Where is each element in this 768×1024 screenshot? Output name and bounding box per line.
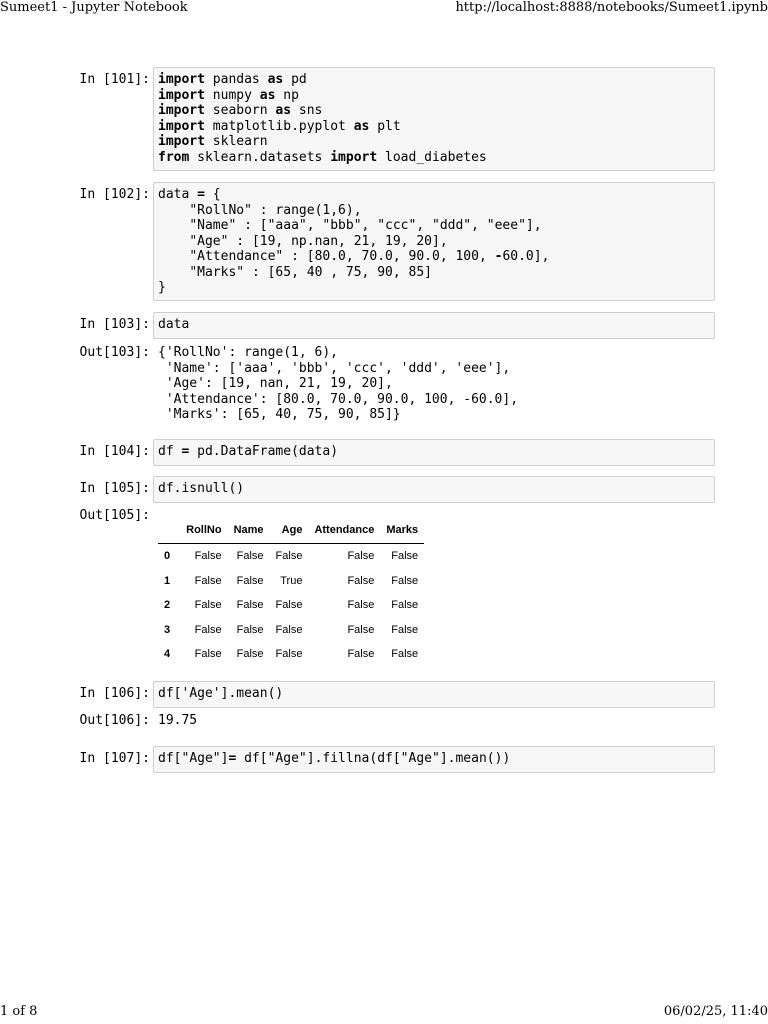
row-index: 2 (164, 599, 171, 612)
table-cell: False (194, 623, 222, 636)
code-line: import matplotlib.pyplot as plt (158, 118, 401, 134)
table-row (158, 569, 424, 594)
column-header: RollNo (180, 517, 227, 544)
print-datetime: 06/02/25, 11:40 (663, 1004, 768, 1019)
output-line: 'Attendance': [80.0, 70.0, 90.0, 100, -60.0], (158, 391, 519, 407)
input-prompt: In [107]: (79, 751, 150, 766)
output-prompt: Out[103]: (79, 345, 150, 360)
table-row (158, 642, 424, 667)
table-cell: False (391, 574, 419, 587)
code-block[interactable] (158, 72, 710, 165)
code-line: import numpy as np (158, 87, 299, 103)
code-block[interactable] (158, 686, 710, 702)
table-cell: False (236, 574, 264, 587)
code-input-area[interactable] (153, 476, 715, 503)
table-cell: False (391, 599, 419, 612)
input-prompt: In [104]: (79, 444, 150, 459)
column-header: Attendance (308, 517, 380, 544)
output-text (158, 345, 518, 423)
code-input-area[interactable] (153, 182, 715, 301)
output-line: 'Age': [19, nan, 21, 19, 20], (158, 376, 393, 391)
code-block[interactable] (158, 317, 710, 333)
code-line: "Age" : [19, np.nan, 21, 19, 20], (189, 233, 448, 249)
table-cell: False (194, 648, 222, 661)
table-cell: False (347, 648, 375, 661)
code-line: df["Age"]= df["Age"].fillna(df["Age"].mean()) (158, 751, 511, 766)
code-line: "Attendance" : [80.0, 70.0, 90.0, 100, -60.0], (189, 249, 550, 264)
table-cell: False (275, 648, 303, 661)
code-input-area[interactable] (153, 312, 715, 339)
table-cell: False (194, 599, 222, 612)
output-line: 'Marks': [65, 40, 75, 90, 85]} (158, 407, 401, 422)
index-header (158, 517, 180, 544)
code-block[interactable] (158, 751, 710, 767)
code-input-area[interactable] (153, 67, 715, 171)
print-footer (0, 1004, 768, 1024)
table-cell: False (275, 623, 303, 636)
output-line: 19.75 (158, 713, 198, 728)
row-index: 1 (164, 574, 171, 587)
table-cell: False (236, 550, 264, 563)
table-cell: True (280, 574, 303, 587)
input-prompt: In [102]: (79, 187, 150, 202)
code-line: df['Age'].mean() (158, 686, 284, 701)
table-cell: False (194, 574, 222, 587)
code-line: } (158, 280, 166, 295)
table-header-row (158, 517, 424, 544)
table-cell: False (347, 550, 375, 563)
notebook-url: http://localhost:8888/notebooks/Sumeet1.ipynb (455, 0, 768, 15)
code-block[interactable] (158, 187, 710, 296)
code-line: "RollNo" : range(1,6), (189, 202, 362, 218)
table-cell: False (236, 623, 264, 636)
column-header: Age (270, 517, 309, 544)
code-line: "Name" : ["aaa", "bbb", "ccc", "ddd", "eee"], (189, 218, 542, 233)
code-line: data = { (158, 187, 221, 202)
row-index: 3 (164, 623, 171, 636)
table-cell: False (194, 550, 222, 563)
table-cell: False (275, 550, 303, 563)
table-cell: False (391, 648, 419, 661)
table-row (158, 593, 424, 618)
code-line: from sklearn.datasets import load_diabetes (158, 149, 487, 165)
code-line: import sklearn (158, 134, 268, 149)
notebook-title: Sumeet1 - Jupyter Notebook (0, 0, 188, 15)
dataframe-table (158, 517, 424, 667)
row-index: 4 (164, 648, 171, 661)
code-input-area[interactable] (153, 681, 715, 708)
output-prompt: Out[106]: (79, 713, 150, 728)
column-header: Marks (380, 517, 424, 544)
table-cell: False (347, 599, 375, 612)
output-line: 'Name': ['aaa', 'bbb', 'ccc', 'ddd', 'eee'], (158, 360, 511, 376)
table-cell: False (391, 550, 419, 563)
code-block[interactable] (158, 481, 710, 497)
table-cell: False (275, 599, 303, 612)
code-line: df.isnull() (158, 481, 245, 496)
code-line: import seaborn as sns (158, 103, 323, 118)
input-prompt: In [105]: (79, 481, 150, 496)
code-line: import pandas as pd (158, 72, 307, 87)
output-prompt: Out[105]: (79, 508, 150, 523)
table-cell: False (236, 648, 264, 661)
code-block[interactable] (158, 444, 710, 460)
table-cell: False (347, 574, 375, 587)
column-header: Name (228, 517, 270, 544)
code-input-area[interactable] (153, 746, 715, 773)
code-line: data (158, 317, 190, 332)
code-input-area[interactable] (153, 439, 715, 466)
page-number: 1 of 8 (0, 1004, 38, 1019)
print-header (0, 0, 768, 18)
input-prompt: In [103]: (79, 317, 150, 332)
table-row (158, 544, 424, 569)
input-prompt: In [106]: (79, 686, 150, 701)
table-cell: False (347, 623, 375, 636)
input-prompt: In [101]: (79, 72, 150, 87)
code-line: "Marks" : [65, 40 , 75, 90, 85] (189, 264, 432, 280)
output-text (158, 713, 197, 729)
table-row (158, 618, 424, 643)
code-line: df = pd.DataFrame(data) (158, 444, 339, 459)
output-line: {'RollNo': range(1, 6), (158, 345, 339, 360)
table-cell: False (236, 599, 264, 612)
row-index: 0 (164, 550, 171, 563)
table-cell: False (391, 623, 419, 636)
